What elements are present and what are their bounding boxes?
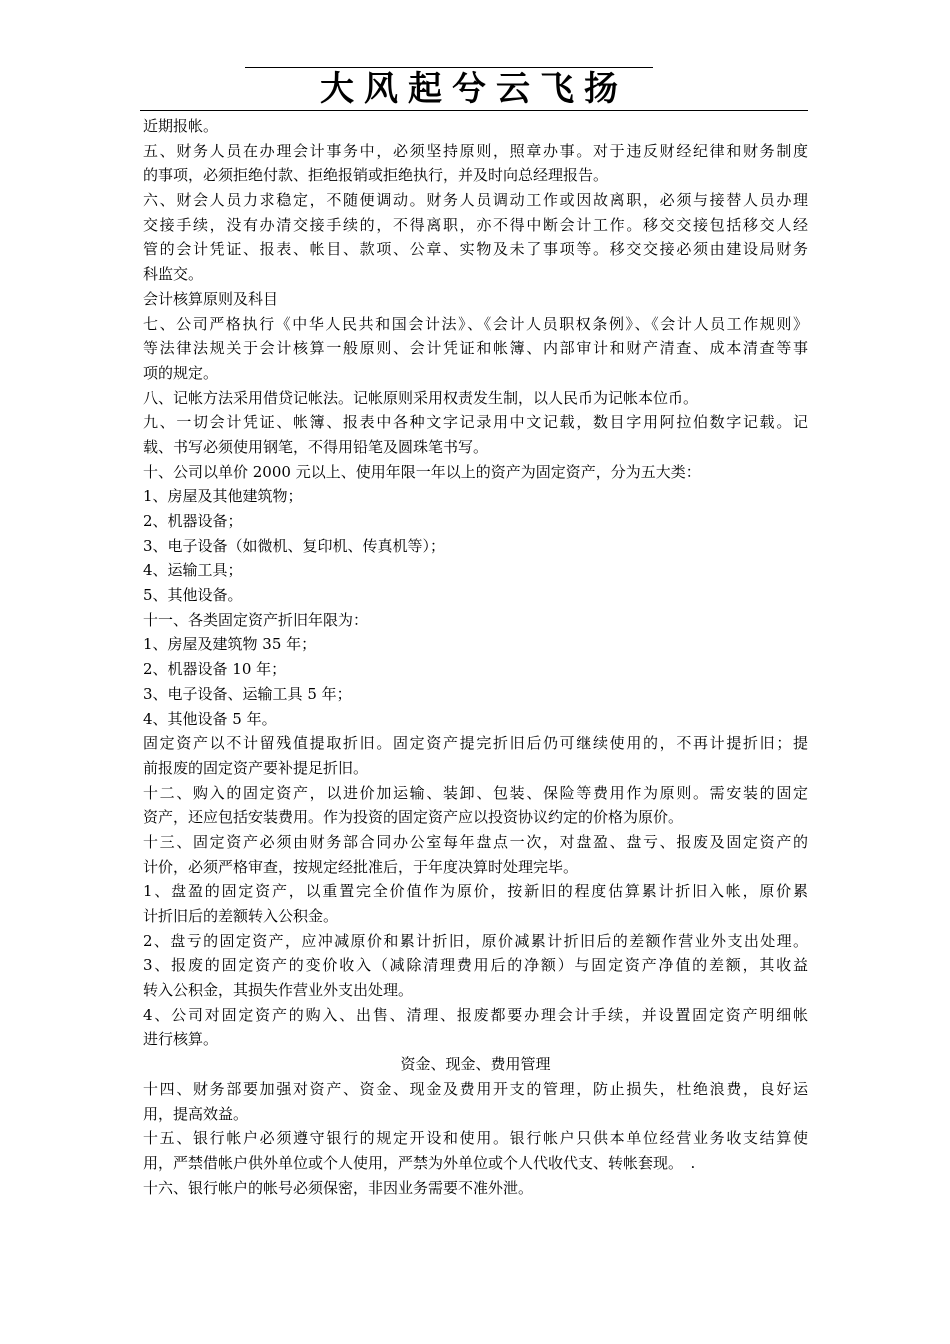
text-line: 资产，还应包括安装费用。作为投资的固定资产应以投资协议约定的价格为原价。 [143,808,684,827]
text-line: 七、公司严格执行《中华人民共和国会计法》、《会计人员职权条例》、《会计人员工作规则》 [143,314,808,333]
header-banner: 大风起兮云飞扬 [320,69,628,109]
text-line: 的事项，必须拒绝付款、拒绝报销或拒绝执行，并及时向总经理报告。 [143,166,609,185]
text-line: 转入公积金，其损失作营业外支出处理。 [143,981,414,1000]
text-line: 六、财会人员力求稳定，不随便调动。财务人员调动工作或因故离职，必须与接替人员办理 [143,191,808,210]
text-line: 管的会计凭证、报表、帐目、款项、公章、实物及未了事项等。移交交接必须由建设局财务 [143,240,808,259]
document-body [143,114,808,1200]
text-line: 交接手续，没有办清交接手续的，不得离职，亦不得中断会计工作。移交交接包括移交人经 [143,215,808,234]
text-line: 等法律法规关于会计核算一般原则、会计凭证和帐簿、内部审计和财产清查、成本清查等事 [143,339,808,358]
text-line: 十五、银行帐户必须遵守银行的规定开设和使用。银行帐户只供本单位经营业务收支结算使 [143,1129,808,1148]
text-line: 十一、各类固定资产折旧年限为： [143,610,369,629]
text-line: 科监交。 [143,265,204,284]
text-line: 五、财务人员在办理会计事务中，必须坚持原则，照章办事。对于违反财经纪律和财务制度 [143,141,808,160]
text-line: 十六、银行帐户的帐号必须保密，非因业务需要不准外泄。 [143,1178,534,1197]
section-heading: 资金、现金、费用管理 [400,1055,551,1074]
text-line: 计价，必须严格审查，按规定经批准后，于年度决算时处理完毕。 [143,857,579,876]
text-line: 4、运输工具； [143,561,243,580]
text-line: 1、盘盈的固定资产，以重置完全价值作为原价，按新旧的程度估算累计折旧入帐，原价累 [143,882,808,901]
text-line: 近期报帐。 [143,117,219,135]
text-line: 计折旧后的差额转入公积金。 [143,907,339,925]
text-line: 十二、购入的固定资产，以进价加运输、装卸、包装、保险等费用作为原则。需安装的固定 [143,783,808,802]
text-line: 八、记帐方法采用借贷记帐法。记帐原则采用权责发生制，以人民币为记帐本位币。 [143,388,699,407]
text-line: 5、其他设备。 [143,586,243,605]
header-rule [140,110,808,111]
text-line: 进行核算。 [143,1030,219,1049]
text-line: 固定资产以不计留残值提取折旧。固定资产提完折旧后仍可继续使用的，不再计提折旧；提 [143,734,808,753]
text-line: 3、报废的固定资产的变价收入（减除清理费用后的净额）与固定资产净值的差额，其收益 [143,956,808,975]
text-line: 2、机器设备 10 年； [143,660,287,679]
text-line: 前报废的固定资产要补提足折旧。 [143,758,369,777]
text-line: 3、电子设备、运输工具 5 年； [143,684,352,703]
text-line: 项的规定。 [143,363,219,382]
text-line: 2、机器设备； [143,512,243,530]
text-line: 用，提高效益。 [143,1104,249,1123]
text-line: 4、公司对固定资产的购入、出售、清理、报废都要办理会计手续，并设置固定资产明细帐 [143,1005,808,1024]
text-line: 2、盘亏的固定资产，应冲减原价和累计折旧，原价减累计折旧后的差额作营业外支出处理。 [143,931,808,950]
text-line: 1、房屋及其他建筑物； [143,487,303,506]
text-line: 会计核算原则及科目 [143,289,279,308]
text-line: 1、房屋及建筑物 35 年； [143,635,317,654]
text-line: 载、书写必须使用钢笔，不得用铅笔及圆珠笔书写。 [143,437,489,456]
text-line: 用，严禁借帐户供外单位或个人使用，严禁为外单位或个人代收代支、转帐套现。 . [143,1153,696,1172]
text-line: 十四、财务部要加强对资产、资金、现金及费用开支的管理，防止损失，杜绝浪费，良好运 [143,1079,808,1098]
text-line: 十、公司以单价 2000 元以上、使用年限一年以上的资产为固定资产，分为五大类： [143,462,701,481]
text-line: 十三、固定资产必须由财务部合同办公室每年盘点一次，对盘盈、盘亏、报废及固定资产的 [143,832,808,851]
text-line: 4、其他设备 5 年。 [143,709,277,728]
text-line: 3、电子设备（如微机、复印机、传真机等）； [143,536,446,555]
text-line: 九、一切会计凭证、帐簿、报表中各种文字记录用中文记载，数目字用阿拉伯数字记载。记 [143,413,808,432]
